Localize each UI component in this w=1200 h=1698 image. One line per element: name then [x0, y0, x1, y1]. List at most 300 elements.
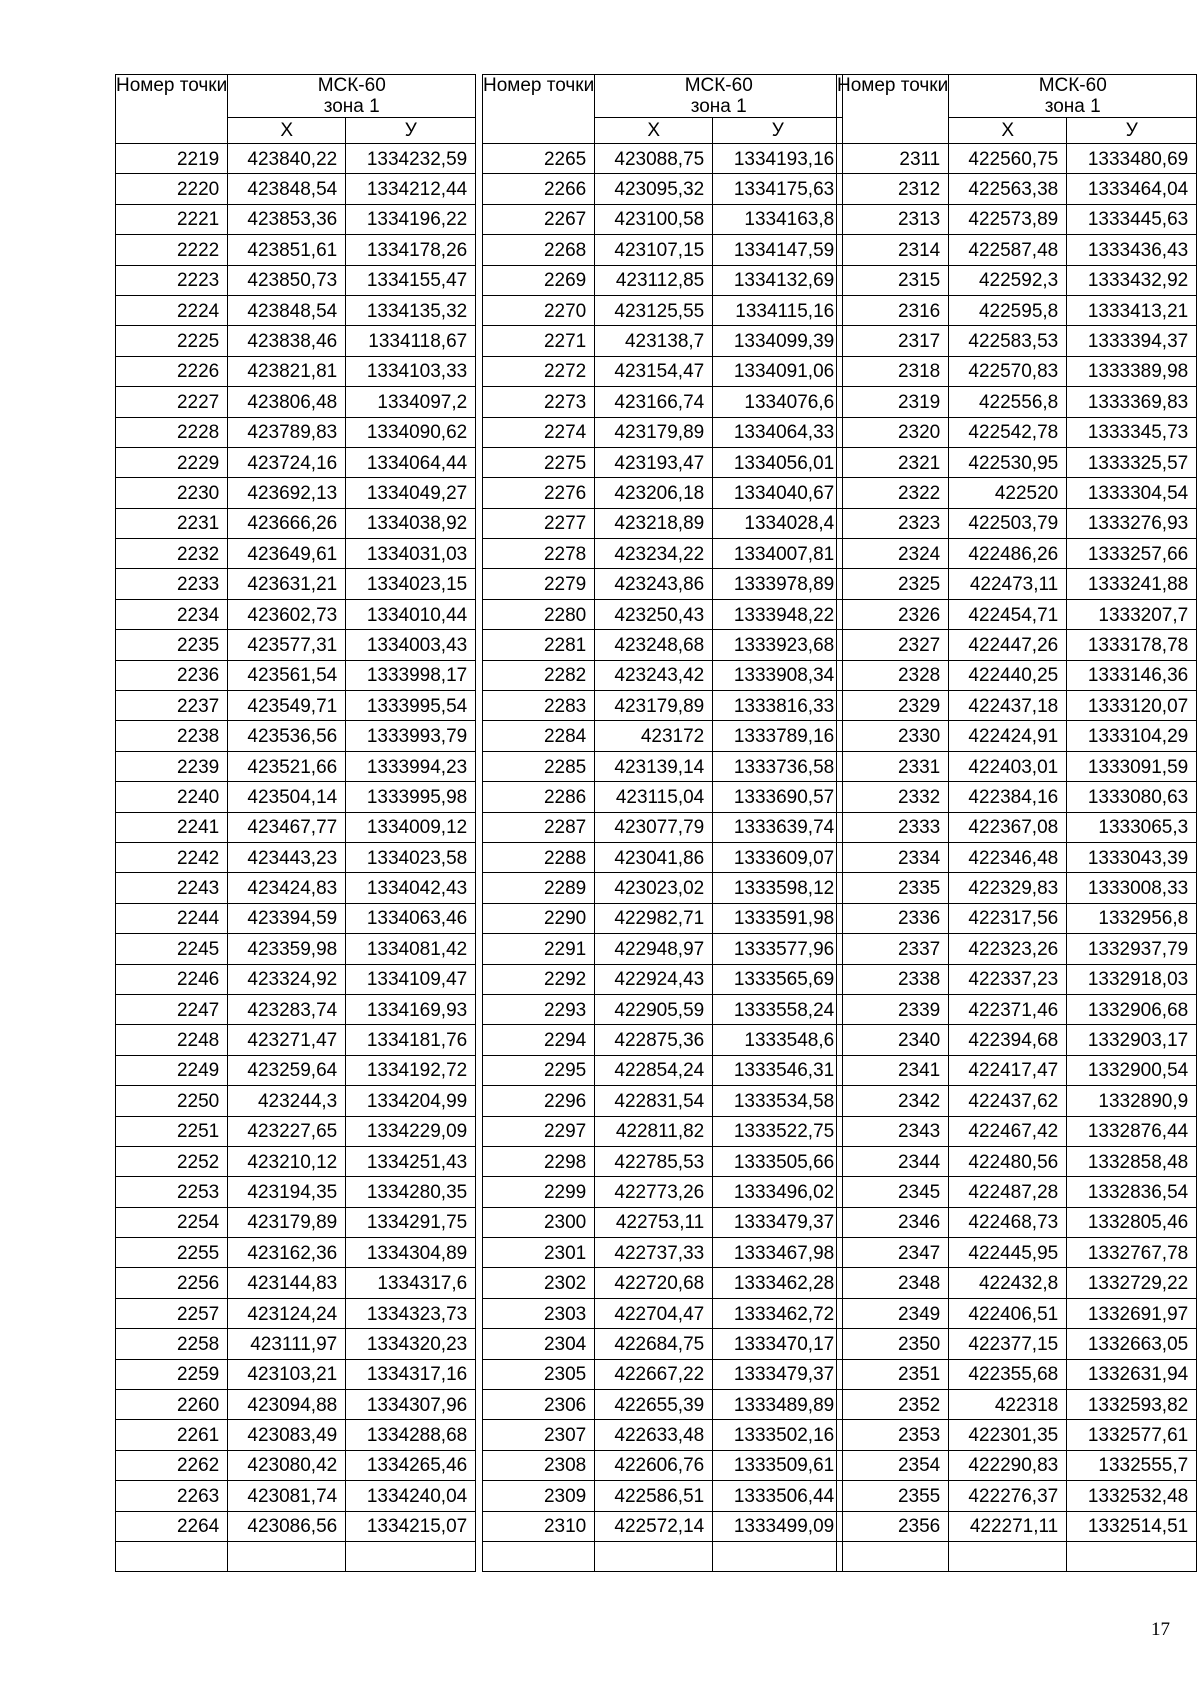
table-row — [116, 842, 476, 872]
x-coordinate-cell: 423077,79 — [595, 812, 713, 842]
x-coordinate-cell: 422563,38 — [949, 174, 1067, 204]
y-coordinate-cell: 1334064,33 — [713, 417, 843, 447]
y-coordinate-cell: 1334109,47 — [346, 964, 476, 994]
point-number-cell: 2221 — [116, 204, 228, 234]
point-number-cell: 2317 — [837, 326, 949, 356]
zone-label: зона 1 — [1044, 96, 1101, 117]
y-coordinate-cell: 1333104,29 — [1067, 721, 1197, 751]
table-row — [837, 174, 1197, 204]
point-number-cell: 2275 — [483, 447, 595, 477]
x-coordinate-cell: 423324,92 — [228, 964, 346, 994]
point-number-cell: 2284 — [483, 721, 595, 751]
coordinate-system-header — [949, 75, 1197, 118]
point-number-cell: 2325 — [837, 569, 949, 599]
x-coordinate-cell: 422586,51 — [595, 1481, 713, 1511]
table-row — [116, 1268, 476, 1298]
y-coordinate-cell: 1333577,96 — [713, 934, 843, 964]
table-row — [837, 599, 1197, 629]
table-row — [483, 569, 843, 599]
empty-cell — [483, 1541, 595, 1571]
table-row — [837, 1207, 1197, 1237]
table-row — [116, 387, 476, 417]
table-row — [483, 751, 843, 781]
x-coordinate-cell: 423359,98 — [228, 934, 346, 964]
point-number-cell: 2330 — [837, 721, 949, 751]
y-coordinate-cell: 1333325,57 — [1067, 447, 1197, 477]
point-number-cell: 2271 — [483, 326, 595, 356]
table-row — [116, 204, 476, 234]
x-coordinate-cell: 422811,82 — [595, 1116, 713, 1146]
y-coordinate-cell: 1333178,78 — [1067, 630, 1197, 660]
table-row — [483, 1268, 843, 1298]
point-number-cell: 2228 — [116, 417, 228, 447]
x-coordinate-cell: 423536,56 — [228, 721, 346, 751]
table-row — [483, 1146, 843, 1176]
table-row — [116, 265, 476, 295]
point-number-cell: 2219 — [116, 144, 228, 174]
x-coordinate-cell: 422468,73 — [949, 1207, 1067, 1237]
point-number-cell: 2310 — [483, 1511, 595, 1541]
point-number-cell: 2308 — [483, 1450, 595, 1480]
empty-row — [837, 1541, 1197, 1571]
y-coordinate-cell: 1334023,15 — [346, 569, 476, 599]
y-coordinate-cell: 1332577,61 — [1067, 1420, 1197, 1450]
x-coordinate-cell: 423080,42 — [228, 1450, 346, 1480]
y-coordinate-cell: 1334063,46 — [346, 903, 476, 933]
empty-cell — [228, 1541, 346, 1571]
y-coordinate-cell: 1334229,09 — [346, 1116, 476, 1146]
table-row — [837, 265, 1197, 295]
table-row — [837, 691, 1197, 721]
x-coordinate-cell: 423271,47 — [228, 1025, 346, 1055]
x-coordinate-cell: 422785,53 — [595, 1146, 713, 1176]
x-coordinate-cell: 423111,97 — [228, 1329, 346, 1359]
table-row — [116, 1055, 476, 1085]
point-number-cell: 2257 — [116, 1298, 228, 1328]
y-coordinate-cell: 1332903,17 — [1067, 1025, 1197, 1055]
x-coordinate-cell: 423467,77 — [228, 812, 346, 842]
coordinate-table-1 — [115, 74, 476, 1572]
point-number-cell: 2348 — [837, 1268, 949, 1298]
y-coordinate-cell: 1334317,6 — [346, 1268, 476, 1298]
x-coordinate-cell: 423179,89 — [228, 1207, 346, 1237]
y-coordinate-cell: 1334163,8 — [713, 204, 843, 234]
x-coordinate-cell: 423244,3 — [228, 1086, 346, 1116]
point-number-cell: 2337 — [837, 934, 949, 964]
y-coordinate-cell: 1334175,63 — [713, 174, 843, 204]
table-row — [116, 1238, 476, 1268]
table-row — [837, 812, 1197, 842]
point-number-cell: 2251 — [116, 1116, 228, 1146]
table-row — [837, 1086, 1197, 1116]
table-row — [837, 873, 1197, 903]
y-coordinate-cell: 1334099,39 — [713, 326, 843, 356]
x-coordinate-cell: 423692,13 — [228, 478, 346, 508]
y-coordinate-cell: 1333489,89 — [713, 1390, 843, 1420]
coordinate-table-3 — [836, 74, 1197, 1572]
y-coordinate-cell: 1333690,57 — [713, 782, 843, 812]
point-number-cell: 2351 — [837, 1359, 949, 1389]
x-coordinate-cell: 422377,15 — [949, 1329, 1067, 1359]
x-coordinate-cell: 422301,35 — [949, 1420, 1067, 1450]
point-number-cell: 2276 — [483, 478, 595, 508]
x-coordinate-cell: 422831,54 — [595, 1086, 713, 1116]
empty-row — [483, 1541, 843, 1571]
point-number-cell: 2231 — [116, 508, 228, 538]
y-coordinate-cell: 1333509,61 — [713, 1450, 843, 1480]
table-row — [483, 417, 843, 447]
x-coordinate-cell: 422583,53 — [949, 326, 1067, 356]
y-coordinate-cell: 1334023,58 — [346, 842, 476, 872]
y-coordinate-cell: 1334232,59 — [346, 144, 476, 174]
y-coordinate-cell: 1332836,54 — [1067, 1177, 1197, 1207]
table-row — [837, 1238, 1197, 1268]
y-coordinate-cell: 1333008,33 — [1067, 873, 1197, 903]
x-coordinate-cell: 423250,43 — [595, 599, 713, 629]
point-number-cell: 2244 — [116, 903, 228, 933]
table-row — [483, 356, 843, 386]
y-coordinate-cell: 1333923,68 — [713, 630, 843, 660]
x-coordinate-cell: 423848,54 — [228, 295, 346, 325]
point-number-cell: 2333 — [837, 812, 949, 842]
x-coordinate-cell: 422473,11 — [949, 569, 1067, 599]
table-row — [483, 295, 843, 325]
point-number-cell: 2304 — [483, 1329, 595, 1359]
point-number-cell: 2235 — [116, 630, 228, 660]
point-number-cell: 2267 — [483, 204, 595, 234]
table-row — [483, 539, 843, 569]
table-row — [837, 1450, 1197, 1480]
point-number-cell: 2246 — [116, 964, 228, 994]
y-coordinate-cell: 1334251,43 — [346, 1146, 476, 1176]
x-coordinate-cell: 423138,7 — [595, 326, 713, 356]
table-row — [116, 1359, 476, 1389]
y-coordinate-cell: 1333445,63 — [1067, 204, 1197, 234]
empty-cell — [595, 1541, 713, 1571]
y-coordinate-cell: 1332532,48 — [1067, 1481, 1197, 1511]
y-coordinate-cell: 1334132,69 — [713, 265, 843, 295]
y-coordinate-cell: 1333789,16 — [713, 721, 843, 751]
x-coordinate-cell: 423144,83 — [228, 1268, 346, 1298]
x-coordinate-cell: 423125,55 — [595, 295, 713, 325]
y-coordinate-cell: 1333609,07 — [713, 842, 843, 872]
point-number-cell: 2287 — [483, 812, 595, 842]
table-row — [116, 599, 476, 629]
x-coordinate-cell: 423095,32 — [595, 174, 713, 204]
table-row — [837, 721, 1197, 751]
point-number-cell: 2273 — [483, 387, 595, 417]
x-coordinate-cell: 423088,75 — [595, 144, 713, 174]
x-coordinate-cell: 422437,62 — [949, 1086, 1067, 1116]
point-number-cell: 2354 — [837, 1450, 949, 1480]
point-number-cell: 2295 — [483, 1055, 595, 1085]
x-coordinate-cell: 422684,75 — [595, 1329, 713, 1359]
point-number-cell: 2256 — [116, 1268, 228, 1298]
table-row — [116, 356, 476, 386]
y-coordinate-cell: 1333479,37 — [713, 1207, 843, 1237]
table-row — [116, 447, 476, 477]
table-row — [483, 235, 843, 265]
point-number-cell: 2303 — [483, 1298, 595, 1328]
y-coordinate-cell: 1334003,43 — [346, 630, 476, 660]
x-coordinate-cell: 422417,47 — [949, 1055, 1067, 1085]
table-row — [483, 204, 843, 234]
table-row — [116, 417, 476, 447]
y-coordinate-cell: 1334031,03 — [346, 539, 476, 569]
y-coordinate-cell: 1334097,2 — [346, 387, 476, 417]
point-number-cell: 2323 — [837, 508, 949, 538]
y-coordinate-cell: 1333394,37 — [1067, 326, 1197, 356]
y-coordinate-cell: 1334118,67 — [346, 326, 476, 356]
table-row — [116, 1390, 476, 1420]
point-number-cell: 2336 — [837, 903, 949, 933]
y-coordinate-cell: 1334042,43 — [346, 873, 476, 903]
point-number-cell: 2343 — [837, 1116, 949, 1146]
point-number-cell: 2220 — [116, 174, 228, 204]
table-row — [837, 660, 1197, 690]
table-row — [116, 1420, 476, 1450]
x-coordinate-cell: 422432,8 — [949, 1268, 1067, 1298]
x-header: Х — [949, 118, 1067, 144]
table-row — [837, 751, 1197, 781]
x-coordinate-cell: 422424,91 — [949, 721, 1067, 751]
x-coordinate-cell: 423206,18 — [595, 478, 713, 508]
point-number-header: Номер точки — [483, 75, 595, 144]
empty-row — [116, 1541, 476, 1571]
x-coordinate-cell: 422530,95 — [949, 447, 1067, 477]
x-coordinate-cell: 423210,12 — [228, 1146, 346, 1176]
x-coordinate-cell: 422753,11 — [595, 1207, 713, 1237]
x-coordinate-cell: 423107,15 — [595, 235, 713, 265]
y-coordinate-cell: 1332858,48 — [1067, 1146, 1197, 1176]
y-header: У — [346, 118, 476, 144]
x-coordinate-cell: 422556,8 — [949, 387, 1067, 417]
x-header: Х — [595, 118, 713, 144]
table-row — [837, 1420, 1197, 1450]
y-coordinate-cell: 1333499,09 — [713, 1511, 843, 1541]
x-coordinate-cell: 422737,33 — [595, 1238, 713, 1268]
point-number-cell: 2238 — [116, 721, 228, 751]
point-number-cell: 2249 — [116, 1055, 228, 1085]
table-row — [116, 660, 476, 690]
y-coordinate-cell: 1332555,7 — [1067, 1450, 1197, 1480]
point-number-cell: 2281 — [483, 630, 595, 660]
y-coordinate-cell: 1333908,34 — [713, 660, 843, 690]
y-coordinate-cell: 1334212,44 — [346, 174, 476, 204]
point-number-cell: 2350 — [837, 1329, 949, 1359]
table-row — [116, 1298, 476, 1328]
x-coordinate-cell: 422486,26 — [949, 539, 1067, 569]
table-row — [483, 873, 843, 903]
table-row — [483, 691, 843, 721]
table-row — [116, 721, 476, 751]
y-coordinate-cell: 1334288,68 — [346, 1420, 476, 1450]
x-coordinate-cell: 423243,42 — [595, 660, 713, 690]
x-coordinate-cell: 422480,56 — [949, 1146, 1067, 1176]
table-row — [483, 144, 843, 174]
y-coordinate-cell: 1333816,33 — [713, 691, 843, 721]
table-row — [116, 174, 476, 204]
x-coordinate-cell: 423103,21 — [228, 1359, 346, 1389]
table-row — [483, 842, 843, 872]
table-row — [483, 1177, 843, 1207]
y-coordinate-cell: 1333462,72 — [713, 1298, 843, 1328]
x-coordinate-cell: 422317,56 — [949, 903, 1067, 933]
table-row — [116, 1481, 476, 1511]
table-row — [483, 1359, 843, 1389]
table-row — [837, 1025, 1197, 1055]
y-coordinate-cell: 1334147,59 — [713, 235, 843, 265]
point-number-cell: 2301 — [483, 1238, 595, 1268]
table-row — [837, 1481, 1197, 1511]
x-coordinate-cell: 422633,48 — [595, 1420, 713, 1450]
point-number-cell: 2300 — [483, 1207, 595, 1237]
y-coordinate-cell: 1333480,69 — [1067, 144, 1197, 174]
table-row — [116, 903, 476, 933]
point-number-cell: 2282 — [483, 660, 595, 690]
table-row — [483, 387, 843, 417]
point-number-cell: 2329 — [837, 691, 949, 721]
table-row — [483, 478, 843, 508]
table-row — [116, 873, 476, 903]
x-coordinate-cell: 422406,51 — [949, 1298, 1067, 1328]
point-number-cell: 2227 — [116, 387, 228, 417]
point-number-cell: 2296 — [483, 1086, 595, 1116]
x-coordinate-cell: 423139,14 — [595, 751, 713, 781]
table-row — [483, 599, 843, 629]
x-coordinate-cell: 423193,47 — [595, 447, 713, 477]
table-row — [837, 842, 1197, 872]
point-number-cell: 2355 — [837, 1481, 949, 1511]
x-coordinate-cell: 423234,22 — [595, 539, 713, 569]
point-number-cell: 2299 — [483, 1177, 595, 1207]
y-coordinate-cell: 1332767,78 — [1067, 1238, 1197, 1268]
x-coordinate-cell: 423179,89 — [595, 691, 713, 721]
y-coordinate-cell: 1332876,44 — [1067, 1116, 1197, 1146]
y-coordinate-cell: 1334169,93 — [346, 994, 476, 1024]
point-number-cell: 2277 — [483, 508, 595, 538]
y-coordinate-cell: 1332805,46 — [1067, 1207, 1197, 1237]
point-number-cell: 2349 — [837, 1298, 949, 1328]
point-number-cell: 2269 — [483, 265, 595, 295]
y-coordinate-cell: 1332918,03 — [1067, 964, 1197, 994]
x-coordinate-cell: 423083,49 — [228, 1420, 346, 1450]
point-number-cell: 2232 — [116, 539, 228, 569]
y-coordinate-cell: 1334193,16 — [713, 144, 843, 174]
y-coordinate-cell: 1334215,07 — [346, 1511, 476, 1541]
x-coordinate-cell: 423853,36 — [228, 204, 346, 234]
y-coordinate-cell: 1333467,98 — [713, 1238, 843, 1268]
table-row — [116, 1329, 476, 1359]
point-number-cell: 2234 — [116, 599, 228, 629]
table-row — [116, 812, 476, 842]
table-row — [116, 964, 476, 994]
point-number-cell: 2254 — [116, 1207, 228, 1237]
table-row — [116, 751, 476, 781]
y-coordinate-cell: 1332631,94 — [1067, 1359, 1197, 1389]
y-coordinate-cell: 1333496,02 — [713, 1177, 843, 1207]
point-number-cell: 2332 — [837, 782, 949, 812]
y-coordinate-cell: 1334291,75 — [346, 1207, 476, 1237]
table-row — [483, 630, 843, 660]
x-coordinate-cell: 423549,71 — [228, 691, 346, 721]
page-number: 17 — [1151, 1619, 1170, 1640]
x-coordinate-cell: 422384,16 — [949, 782, 1067, 812]
point-number-cell: 2237 — [116, 691, 228, 721]
x-coordinate-cell: 423424,83 — [228, 873, 346, 903]
y-coordinate-cell: 1333993,79 — [346, 721, 476, 751]
table-row — [837, 569, 1197, 599]
x-coordinate-cell: 422467,42 — [949, 1116, 1067, 1146]
x-coordinate-cell: 423124,24 — [228, 1298, 346, 1328]
y-coordinate-cell: 1332900,54 — [1067, 1055, 1197, 1085]
y-header: У — [713, 118, 843, 144]
table-body — [483, 144, 843, 1572]
point-number-cell: 2270 — [483, 295, 595, 325]
y-header: У — [1067, 118, 1197, 144]
y-coordinate-cell: 1334103,33 — [346, 356, 476, 386]
x-coordinate-cell: 423521,66 — [228, 751, 346, 781]
point-number-cell: 2302 — [483, 1268, 595, 1298]
point-number-cell: 2322 — [837, 478, 949, 508]
x-coordinate-cell: 423504,14 — [228, 782, 346, 812]
x-coordinate-cell: 423112,85 — [595, 265, 713, 295]
table-row — [483, 1481, 843, 1511]
x-coordinate-cell: 422573,89 — [949, 204, 1067, 234]
x-coordinate-cell: 423631,21 — [228, 569, 346, 599]
point-number-cell: 2253 — [116, 1177, 228, 1207]
x-coordinate-cell: 423162,36 — [228, 1238, 346, 1268]
point-number-cell: 2236 — [116, 660, 228, 690]
point-number-cell: 2264 — [116, 1511, 228, 1541]
y-coordinate-cell: 1333304,54 — [1067, 478, 1197, 508]
y-coordinate-cell: 1334028,4 — [713, 508, 843, 538]
point-number-cell: 2285 — [483, 751, 595, 781]
y-coordinate-cell: 1333534,58 — [713, 1086, 843, 1116]
table-row — [116, 782, 476, 812]
x-coordinate-cell: 423179,89 — [595, 417, 713, 447]
point-number-header: Номер точки — [116, 75, 228, 144]
y-coordinate-cell: 1333241,88 — [1067, 569, 1197, 599]
point-number-cell: 2233 — [116, 569, 228, 599]
x-coordinate-cell: 422445,95 — [949, 1238, 1067, 1268]
x-coordinate-cell: 422560,75 — [949, 144, 1067, 174]
x-coordinate-cell: 423086,56 — [228, 1511, 346, 1541]
x-coordinate-cell: 422704,47 — [595, 1298, 713, 1328]
table-row — [116, 1511, 476, 1541]
x-coordinate-cell: 422447,26 — [949, 630, 1067, 660]
table-row — [116, 1086, 476, 1116]
point-number-cell: 2318 — [837, 356, 949, 386]
x-coordinate-cell: 422323,26 — [949, 934, 1067, 964]
y-coordinate-cell: 1333120,07 — [1067, 691, 1197, 721]
point-number-cell: 2314 — [837, 235, 949, 265]
table-row — [837, 478, 1197, 508]
point-number-cell: 2328 — [837, 660, 949, 690]
y-coordinate-cell: 1333548,6 — [713, 1025, 843, 1055]
x-coordinate-cell: 422667,22 — [595, 1359, 713, 1389]
point-number-cell: 2266 — [483, 174, 595, 204]
y-coordinate-cell: 1334049,27 — [346, 478, 476, 508]
y-coordinate-cell: 1334280,35 — [346, 1177, 476, 1207]
table-row — [837, 782, 1197, 812]
y-coordinate-cell: 1334304,89 — [346, 1238, 476, 1268]
point-number-cell: 2311 — [837, 144, 949, 174]
point-number-cell: 2346 — [837, 1207, 949, 1237]
point-number-cell: 2241 — [116, 812, 228, 842]
table-row — [483, 1450, 843, 1480]
y-coordinate-cell: 1332729,22 — [1067, 1268, 1197, 1298]
